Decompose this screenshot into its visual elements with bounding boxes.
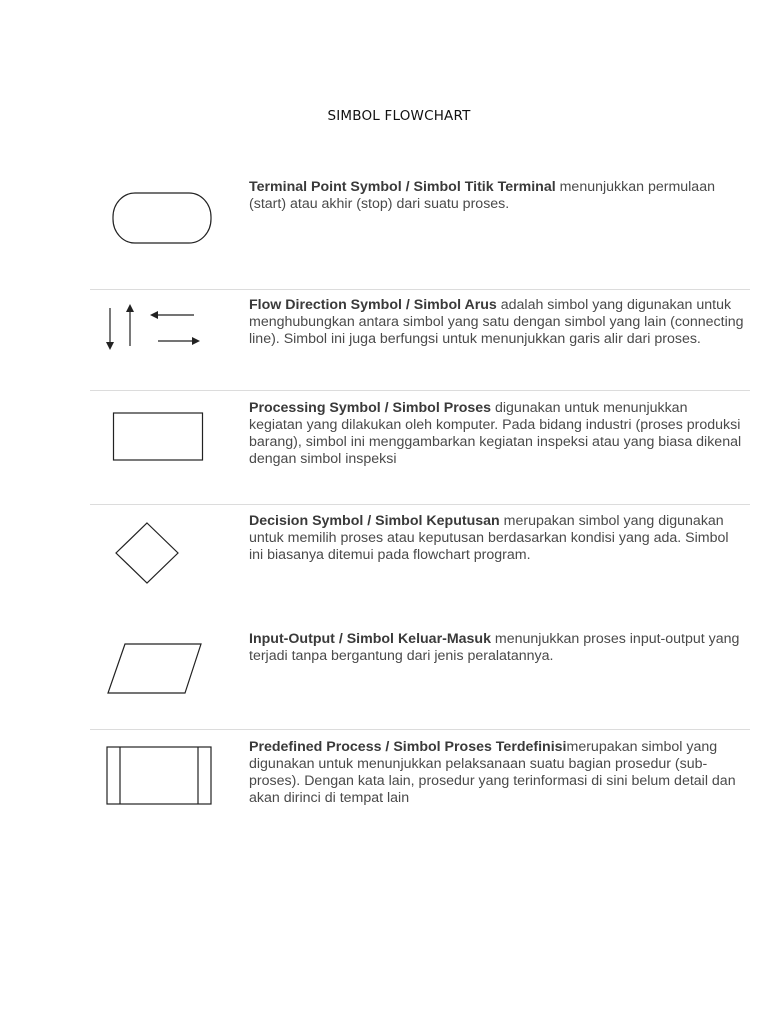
page-title: SIMBOL FLOWCHART <box>327 108 471 124</box>
processing-symbol-text: digunakan untuk menunjukkan kegiatan yang dilakukan oleh komputer. Pada bidang industri (proses produksi barang), simbol ini menggambarkan kegiatan inspeksi atau yang biasa dikenal dengan simbol inspeksi <box>249 400 742 467</box>
terminal-symbol-icon <box>110 190 214 253</box>
decision-symbol-description <box>249 513 744 564</box>
terminal-symbol-description <box>249 179 744 213</box>
flow-symbol-text: adalah simbol yang digunakan untuk menghubungkan antara simbol yang satu dengan simbol yang lain (connecting line). Simbol ini juga berfungsi untuk menunjukkan garis alir dari proses. <box>249 297 744 347</box>
flow-symbol-description <box>249 297 744 348</box>
processing-symbol-description <box>249 400 744 468</box>
predefined-process-text: merupakan simbol yang digunakan untuk menunjukkan pelaksanaan suatu bagian prosedur (sub-proses). Dengan kata lain, prosedur yang terinformasi di sini belum detail dan akan dirinci di tempat lain <box>249 739 736 806</box>
terminal-symbol-name: Terminal Point Symbol <box>249 179 402 195</box>
terminal-symbol-local-name: Simbol Titik Terminal <box>413 179 556 195</box>
predefined-process-name: Predefined Process <box>249 739 382 755</box>
decision-symbol-name: Decision Symbol <box>249 513 364 529</box>
divider <box>90 390 750 391</box>
input-output-symbol-local-name: Simbol Keluar-Masuk <box>346 631 491 647</box>
name-separator: / <box>381 739 394 755</box>
predefined-process-symbol-icon <box>104 744 214 813</box>
flow-symbol-name: Flow Direction Symbol <box>249 297 402 313</box>
processing-symbol-icon <box>110 410 206 469</box>
name-separator: / <box>334 631 347 647</box>
name-separator: / <box>380 400 393 416</box>
processing-symbol-local-name: Simbol Proses <box>392 400 492 416</box>
flow-symbol-local-name: Simbol Arus <box>413 297 497 313</box>
input-output-symbol-icon <box>104 640 206 703</box>
decision-symbol-text: merupakan simbol yang digunakan untuk memilih proses atau keputusan berdasarkan kondisi yang ada. Simbol ini biasanya ditemui pada flowchart program. <box>249 513 729 563</box>
input-output-symbol-text: menunjukkan proses input-output yang terjadi tanpa bergantung dari jenis peralatannya. <box>249 631 740 664</box>
input-output-symbol-description <box>249 631 744 665</box>
name-separator: / <box>401 179 414 195</box>
decision-symbol-icon <box>112 518 182 593</box>
input-output-symbol-name: Input-Output <box>249 631 335 647</box>
flow-direction-arrows-icon <box>100 300 210 361</box>
predefined-process-description <box>249 739 744 807</box>
divider <box>90 729 750 730</box>
name-separator: / <box>363 513 376 529</box>
processing-symbol-name: Processing Symbol <box>249 400 381 416</box>
decision-symbol-local-name: Simbol Keputusan <box>375 513 500 529</box>
divider <box>90 504 750 505</box>
terminal-symbol-text: menunjukkan permulaan (start) atau akhir (stop) dari suatu proses. <box>249 179 715 212</box>
divider <box>90 289 750 290</box>
name-separator: / <box>401 297 414 313</box>
predefined-process-local-name: Simbol Proses Terdefinisi <box>393 739 567 755</box>
